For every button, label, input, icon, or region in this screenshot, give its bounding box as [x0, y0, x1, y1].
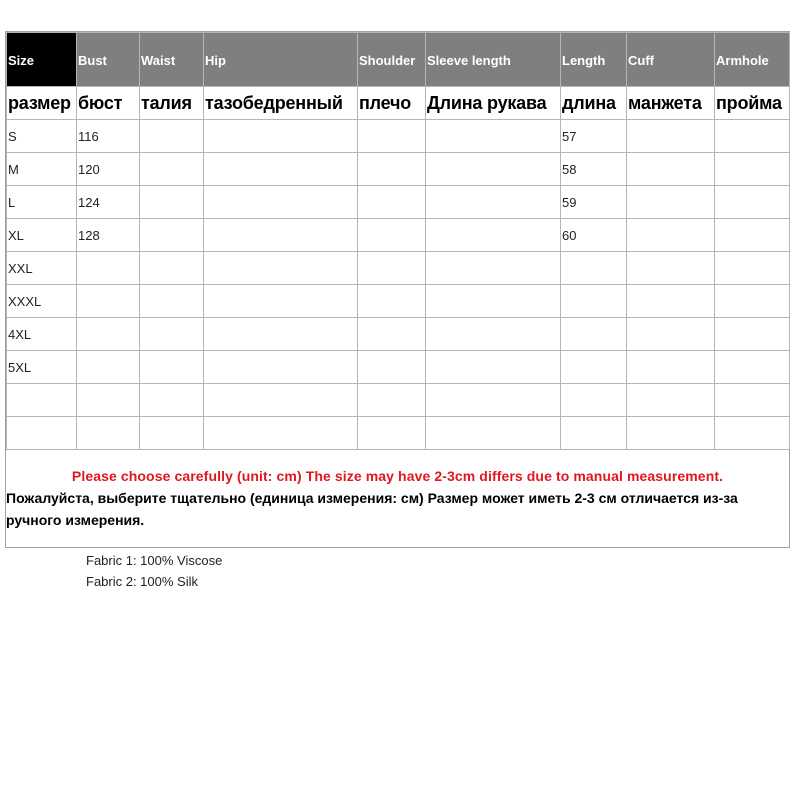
table-row-cell	[627, 252, 715, 285]
table-row-cell	[426, 351, 561, 384]
table-row-cell	[426, 186, 561, 219]
table-row-cell	[358, 252, 426, 285]
table-row-cell	[204, 153, 358, 186]
header-row-ru-cell: размер	[7, 87, 77, 120]
size-note	[6, 463, 789, 531]
size-chart	[5, 31, 790, 548]
table-row-cell	[627, 219, 715, 252]
table-row-cell	[358, 384, 426, 417]
table-row-cell	[358, 186, 426, 219]
header-row-ru-cell: Длина рукава	[426, 87, 561, 120]
table-row-cell	[140, 186, 204, 219]
table-row-cell: 59	[561, 186, 627, 219]
table-row-cell	[715, 219, 790, 252]
table-row-cell	[140, 120, 204, 153]
table-row-cell	[426, 153, 561, 186]
table-row-cell	[715, 351, 790, 384]
table-row-cell	[715, 153, 790, 186]
table-row-cell	[561, 318, 627, 351]
table-row-cell	[426, 219, 561, 252]
header-row-ru-cell: манжета	[627, 87, 715, 120]
table-row-cell	[627, 153, 715, 186]
header-row-cell: Armhole	[715, 33, 790, 87]
table-row-cell	[140, 318, 204, 351]
table-row-cell	[627, 318, 715, 351]
table-row-cell	[204, 219, 358, 252]
table-row-cell	[140, 417, 204, 450]
table-row-cell: XXL	[7, 252, 77, 285]
header-row-ru-cell: длина	[561, 87, 627, 120]
table-row-cell	[426, 417, 561, 450]
table-row-cell	[204, 351, 358, 384]
table-row	[7, 186, 790, 219]
table-row-cell	[204, 384, 358, 417]
table-row-cell	[561, 351, 627, 384]
table-row-cell	[140, 219, 204, 252]
table-row-cell	[204, 186, 358, 219]
table-row-cell	[77, 285, 140, 318]
table-row-cell	[358, 417, 426, 450]
table-row-cell	[715, 252, 790, 285]
table-row	[7, 285, 790, 318]
note-russian: Пожалуйста, выберите тщательно (единица измерения: см) Размер может иметь 2-3 см отличается из-за ручного измерения.	[6, 490, 738, 528]
table-row-cell	[627, 351, 715, 384]
note-english: Please choose carefully (unit: cm) The size may have 2-3cm differs due to manual measurement.	[71, 468, 724, 484]
table-row-cell	[358, 153, 426, 186]
table-row-cell	[715, 318, 790, 351]
table-row-cell	[140, 384, 204, 417]
table-row-cell	[561, 285, 627, 318]
table-row-cell	[140, 153, 204, 186]
table-row-cell: L	[7, 186, 77, 219]
table-row-cell	[204, 120, 358, 153]
table-row-cell: 58	[561, 153, 627, 186]
header-row-cell: Bust	[77, 33, 140, 87]
table-row-cell: S	[7, 120, 77, 153]
table-row	[7, 153, 790, 186]
header-row-ru-cell: талия	[140, 87, 204, 120]
table-row-cell	[426, 384, 561, 417]
header-row-cell: Length	[561, 33, 627, 87]
table-row-cell: 60	[561, 219, 627, 252]
table-row-cell: 124	[77, 186, 140, 219]
table-row-cell	[627, 384, 715, 417]
table-row-cell	[77, 351, 140, 384]
table-row-cell	[204, 252, 358, 285]
table-row-cell	[358, 285, 426, 318]
table-row-cell	[204, 285, 358, 318]
table-row-cell	[426, 285, 561, 318]
table-row	[7, 351, 790, 384]
table-row-cell	[77, 384, 140, 417]
header-row-cell: Hip	[204, 33, 358, 87]
table-row-cell	[426, 252, 561, 285]
table-row-cell	[715, 285, 790, 318]
header-row-ru-cell: пройма	[715, 87, 790, 120]
table-row-cell: 4XL	[7, 318, 77, 351]
table-row	[7, 318, 790, 351]
table-row-cell	[627, 186, 715, 219]
table-row-cell: M	[7, 153, 77, 186]
header-row-ru-cell: бюст	[77, 87, 140, 120]
fabric-line-1: Fabric 1: 100% Viscose	[86, 553, 223, 568]
header-row-cell: Waist	[140, 33, 204, 87]
table-row-cell	[358, 318, 426, 351]
table-row	[7, 120, 790, 153]
header-row-ru-cell: тазобедренный	[204, 87, 358, 120]
table-row-cell	[77, 417, 140, 450]
table-row-cell: XL	[7, 219, 77, 252]
table-row	[7, 384, 790, 417]
table-row-cell	[204, 417, 358, 450]
header-row	[7, 33, 790, 87]
table-row-cell	[204, 318, 358, 351]
header-row-ru-cell: плечо	[358, 87, 426, 120]
table-row-cell	[715, 120, 790, 153]
table-row-cell	[140, 252, 204, 285]
fabric-line-2: Fabric 2: 100% Silk	[86, 574, 198, 589]
table-row-cell: 128	[77, 219, 140, 252]
header-row-cell: Sleeve length	[426, 33, 561, 87]
table-row-cell	[7, 417, 77, 450]
table-row-cell	[426, 318, 561, 351]
header-row-cell: Shoulder	[358, 33, 426, 87]
table-row-cell	[77, 318, 140, 351]
size-table	[6, 32, 790, 450]
table-row-cell	[140, 285, 204, 318]
table-row-cell: 120	[77, 153, 140, 186]
table-row-cell	[715, 417, 790, 450]
table-row	[7, 219, 790, 252]
table-row-cell	[7, 384, 77, 417]
table-row-cell	[627, 285, 715, 318]
table-row-cell	[358, 351, 426, 384]
table-row-cell: 116	[77, 120, 140, 153]
table-row-cell: 57	[561, 120, 627, 153]
table-row	[7, 252, 790, 285]
table-row-cell	[627, 120, 715, 153]
table-row-cell	[426, 120, 561, 153]
header-row-ru	[7, 87, 790, 120]
table-row-cell	[358, 219, 426, 252]
table-row-cell	[77, 252, 140, 285]
header-row-cell: Size	[7, 33, 77, 87]
table-row-cell	[561, 417, 627, 450]
table-row-cell	[561, 252, 627, 285]
table-row-cell: 5XL	[7, 351, 77, 384]
table-row-cell	[140, 351, 204, 384]
table-row-cell	[561, 384, 627, 417]
table-row	[7, 417, 790, 450]
table-row-cell	[715, 384, 790, 417]
header-row-cell: Cuff	[627, 33, 715, 87]
table-row-cell: XXXL	[7, 285, 77, 318]
table-row-cell	[627, 417, 715, 450]
table-row-cell	[715, 186, 790, 219]
table-row-cell	[358, 120, 426, 153]
